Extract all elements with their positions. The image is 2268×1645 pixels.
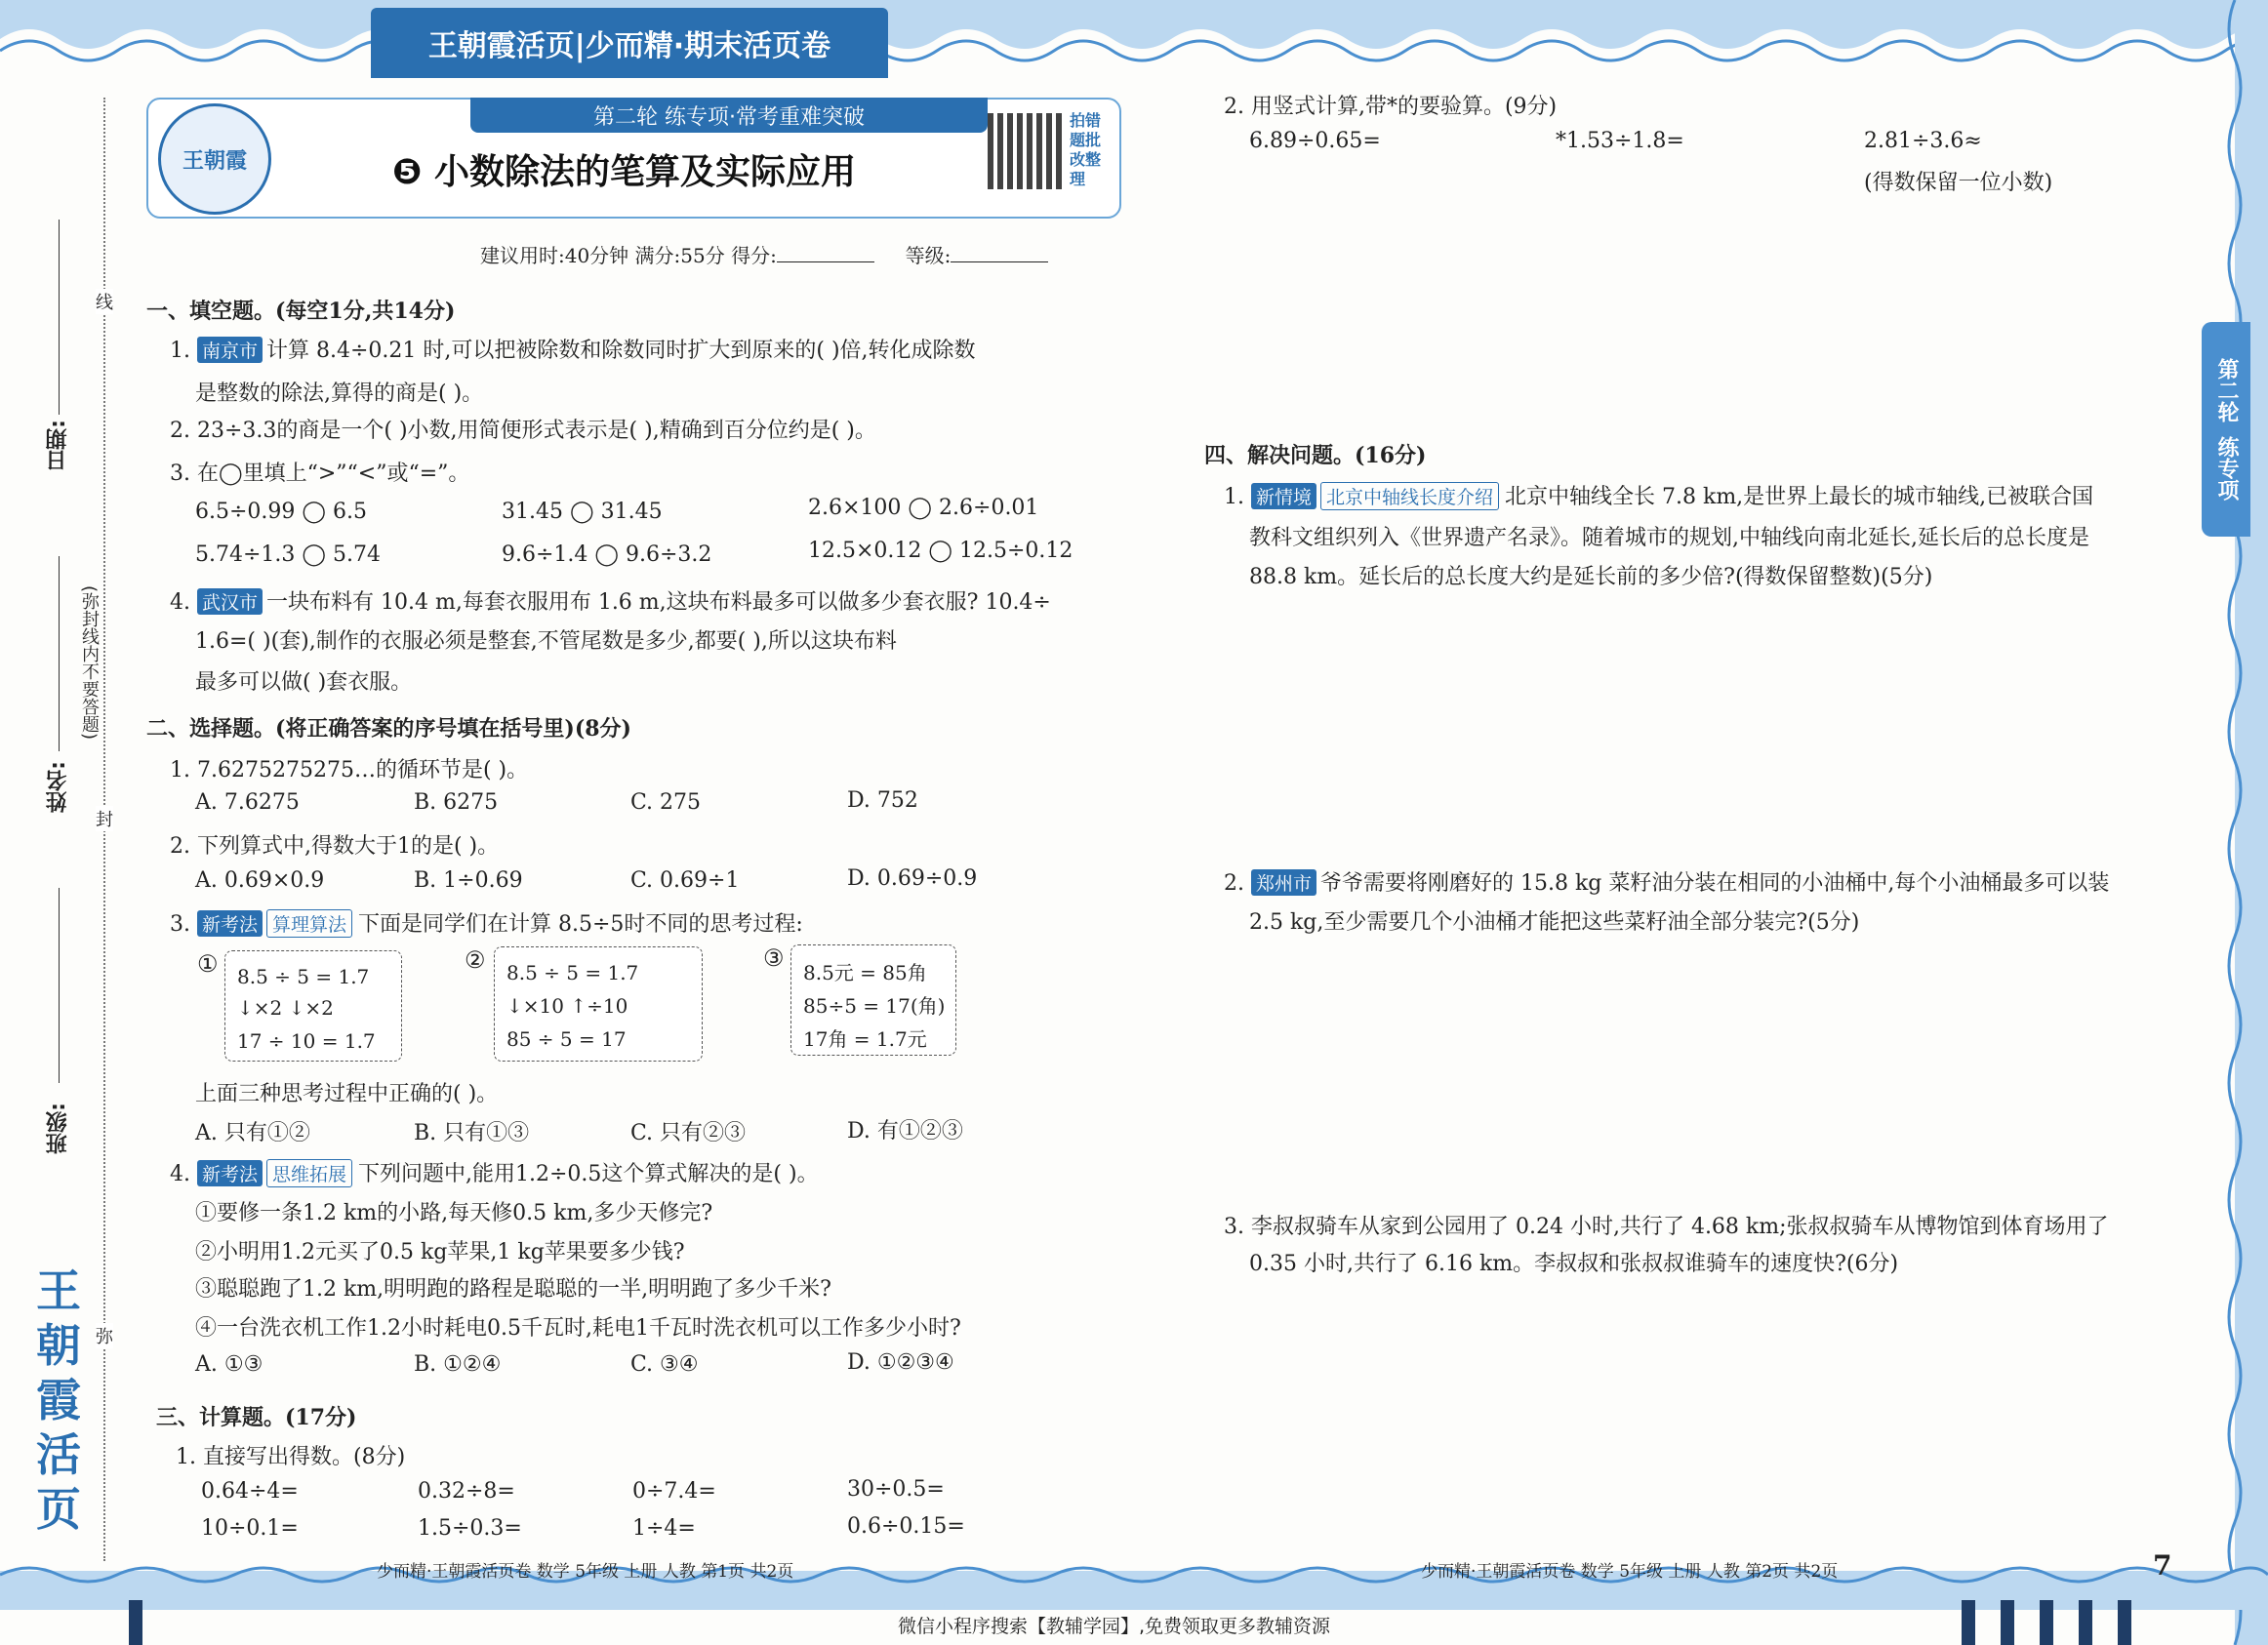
box2-row2: ↓×10 ↑÷10 [506,994,628,1018]
right-wave-border [2215,0,2268,1645]
s1-q3: 3. 在◯里填上“>”“<”或“=”。 [170,461,470,486]
s2-q2-opt-c[interactable]: C. 0.69÷1 [630,868,740,893]
s2-q4-item-4: ④一台洗衣机工作1.2小时耗电0.5千瓦时,耗电1千瓦时洗衣机可以工作多少小时? [195,1316,961,1341]
s2-q1-opt-a[interactable]: A. 7.6275 [195,790,300,815]
s3-q1: 1. 直接写出得数。(8分) [176,1445,406,1469]
side-tab [2202,322,2250,537]
side-tab-line2: 练专项 [2214,436,2239,501]
s4-q1-topic-tag: 北京中轴线长度介绍 [1320,482,1499,510]
s4-q2-region-tag: 郑州市 [1251,869,1316,896]
oral-calc-6: 1.5÷0.3= [418,1516,522,1541]
top-banner: 王朝霞活页|少而精·期末活页卷 [371,8,888,78]
section1-heading: 一、填空题。(每空1分,共14分) [146,299,456,324]
section4-heading: 四、解决问题。(16分) [1204,443,1427,468]
exam-meta-text: 建议用时:40分钟 满分:55分 得分: [480,244,777,267]
s4-q1-line2: 教科文组织列入《世界遗产名录》。随着城市的规划,中轴线向南北延长,延长后的总长度是 [1249,526,2089,550]
section3-heading: 三、计算题。(17分) [156,1405,357,1430]
compare-item-5: 9.6÷1.4 ◯ 9.6÷3.2 [502,542,712,567]
q1-region-tag: 南京市 [197,337,263,363]
oral-calc-1: 0.64÷4= [201,1479,299,1504]
box3-row2: 85÷5 = 17(角) [803,994,946,1018]
class-label: 班级: [46,1103,70,1154]
s2-q2-opt-a[interactable]: A. 0.69×0.9 [195,868,325,893]
footer-left: 少而精·王朝霞活页卷 数学 5年级 上册 人教 第1页 共2页 [377,1562,794,1582]
s2-q4-opt-d[interactable]: D. ①②③④ [847,1350,954,1375]
s2-q4-opt-a[interactable]: A. ①③ [195,1352,263,1377]
q3-new-method-tag: 新考法 [197,910,263,937]
round-banner: 第二轮 练专项·常考重难突破 [470,98,988,133]
s2-q2-opt-d[interactable]: D. 0.69÷0.9 [847,866,978,891]
header-card [146,98,1121,219]
vertical-calc-1: 6.89÷0.65= [1249,129,1381,153]
seal-mark-line: 线 [96,289,113,314]
crop-mark-left [129,1600,142,1645]
s2-q1: 1. 7.6275275275…的循环节是( )。 [170,758,529,782]
box3-row3: 17角 = 1.7元 [803,1027,927,1051]
box2-row1: 8.5 ÷ 5 = 1.7 [506,961,639,984]
grade-label: 等级: [905,244,952,267]
s1-q1-line2: 是整数的除法,算得的商是( )。 [195,381,484,406]
s2-q3-text: 下面是同学们在计算 8.5÷5时不同的思考过程: [358,912,803,937]
crop-mark-5 [2118,1600,2131,1645]
s2-q4-opt-c[interactable]: C. ③④ [630,1352,699,1377]
s4-q1-line3: 88.8 km。延长后的总长度大约是延长前的多少倍?(得数保留整数)(5分) [1249,565,1933,589]
qr-label: 拍错题批改整理 [1070,111,1102,188]
section2-heading: 二、选择题。(将正确答案的序号填在括号里)(8分) [146,716,631,742]
s2-q3-opt-d[interactable]: D. 有①②③ [847,1119,963,1143]
s3-q2: 2. 用竖式计算,带*的要验算。(9分) [1224,95,1558,119]
s2-q3-ask: 上面三种思考过程中正确的( )。 [195,1082,499,1106]
top-wave-border [0,0,2268,78]
s1-q4-text: 一块布料有 10.4 m,每套衣服用布 1.6 m,这块布料最多可以做多少套衣服? 10.4÷ [266,590,1051,615]
s2-q2: 2. 下列算式中,得数大于1的是( )。 [170,834,500,859]
q4-topic-tag: 思维拓展 [266,1159,352,1187]
score-blank[interactable] [777,261,874,262]
q3-topic-tag: 算理算法 [266,909,352,938]
s2-q2-opt-b[interactable]: B. 1÷0.69 [414,868,523,893]
s2-q4-line: 4. 新考法 思维拓展 下列问题中,能用1.2÷0.5这个算式解决的是( )。 [170,1157,819,1187]
vertical-calc-3: 2.81÷3.6≈ [1864,129,1982,153]
thinking-box-2 [494,946,703,1062]
vertical-calc-note: (得数保留一位小数) [1864,171,2053,195]
brand-logo: 王朝霞 [158,103,271,215]
s4-q1-text: 北京中轴线全长 7.8 km,是世界上最长的城市轴线,已被联合国 [1505,485,2094,509]
s1-q4-line3: 最多可以做( )套衣服。 [195,670,413,695]
q4-region-tag: 武汉市 [197,588,263,615]
box2-number: ② [465,946,486,974]
exam-meta [480,240,1048,268]
seal-mark-seal: 封 [96,806,113,831]
s1-q1-line1: 1. 南京市 计算 8.4÷0.21 时,可以把被除数和除数同时扩大到原来的( )倍,转化成除数 [170,339,976,363]
date-label: 日期: [46,420,70,471]
box2-row3: 85 ÷ 5 = 17 [506,1027,627,1051]
seal-note: (弥封线内不要答题) [79,585,100,741]
box1-row3: 17 ÷ 10 = 1.7 [237,1029,376,1053]
compare-item-2: 31.45 ◯ 31.45 [502,500,663,524]
qr-code-icon[interactable] [988,113,1064,189]
compare-item-3: 2.6×100 ◯ 2.6÷0.01 [808,496,1039,520]
s4-q2-answer-area[interactable] [1249,946,2167,1200]
class-field[interactable] [59,888,60,1083]
s4-q3-line1: 3. 李叔叔骑车从家到公园用了 0.24 小时,共行了 4.68 km;张叔叔骑车从博物馆到体育场用了 [1224,1215,2109,1239]
vertical-calc-2: *1.53÷1.8= [1556,129,1684,153]
s1-q4-line2: 1.6=( )(套),制作的衣服必须是整套,不管尾数是多少,都要( ),所以这块布料 [195,629,897,654]
s2-q1-opt-d[interactable]: D. 752 [847,788,918,813]
oral-calc-4: 30÷0.5= [847,1477,945,1502]
box3-number: ③ [763,944,785,972]
compare-item-1: 6.5÷0.99 ◯ 6.5 [195,500,367,524]
s4-q2-line2: 2.5 kg,至少需要几个小油桶才能把这些菜籽油全部分装完?(5分) [1249,910,1860,935]
oral-calc-5: 10÷0.1= [201,1516,299,1541]
oral-calc-7: 1÷4= [632,1516,696,1541]
date-field[interactable] [59,220,60,415]
s2-q3-opt-c[interactable]: C. 只有②③ [630,1121,747,1145]
s2-q1-opt-b[interactable]: B. 6275 [414,790,499,815]
seal-mark-mi: 弥 [96,1323,113,1348]
box1-row1: 8.5 ÷ 5 = 1.7 [237,965,370,988]
s1-q4-line1: 4. 武汉市 一块布料有 10.4 m,每套衣服用布 1.6 m,这块布料最多可以做多少套衣服? 10.4÷ [170,590,1051,615]
grade-blank[interactable] [951,261,1048,262]
name-field[interactable] [59,556,60,751]
s4-q1-scenario-tag: 新情境 [1251,483,1316,509]
compare-item-4: 5.74÷1.3 ◯ 5.74 [195,542,381,567]
name-label: 姓名: [46,761,70,813]
thinking-box-3 [790,944,956,1056]
page-number: 7 [2153,1549,2172,1582]
s4-q2-line1: 2. 郑州市 爷爷需要将刚磨好的 15.8 kg 菜籽油分装在相同的小油桶中,每个小油桶最多可以装 [1224,871,2110,896]
s2-q3-opt-a[interactable]: A. 只有①② [195,1121,310,1145]
vertical-brand: 王朝霞活页 [36,1264,81,1536]
page-title: ❺ 小数除法的笔算及实际应用 [392,152,857,192]
s2-q4-item-3: ③聪聪跑了1.2 km,明明跑的路程是聪聪的一半,明明跑了多少千米? [195,1277,831,1302]
s1-q2: 2. 23÷3.3的商是一个( )小数,用简便形式表示是( ),精确到百分位约是( )。 [170,419,876,443]
oral-calc-3: 0÷7.4= [632,1479,716,1504]
box1-number: ① [197,950,219,978]
thinking-box-1 [224,950,402,1062]
s1-q1-text: 计算 8.4÷0.21 时,可以把被除数和除数同时扩大到原来的( )倍,转化成除数 [266,339,976,363]
crop-mark-1 [1962,1600,1975,1645]
q4-new-method-tag: 新考法 [197,1160,263,1186]
s4-q3-line2: 0.35 小时,共行了 6.16 km。李叔叔和张叔叔谁骑车的速度快?(6分) [1249,1252,1899,1276]
s2-q4-item-2: ②小明用1.2元买了0.5 kg苹果,1 kg苹果要多少钱? [195,1240,685,1264]
s4-q1-line1: 1. 新情境 北京中轴线长度介绍 北京中轴线全长 7.8 km,是世界上最长的城市轴线,已被联合国 [1224,480,2093,510]
crop-mark-2 [2001,1600,2014,1645]
oral-calc-8: 0.6÷0.15= [847,1514,965,1539]
compare-item-6: 12.5×0.12 ◯ 12.5÷0.12 [808,539,1073,563]
s2-q3-line: 3. 新考法 算理算法 下面是同学们在计算 8.5÷5时不同的思考过程: [170,907,803,938]
side-tab-line1: 第二轮 [2214,358,2239,422]
s2-q3-opt-b[interactable]: B. 只有①③ [414,1121,530,1145]
s2-q4-opt-b[interactable]: B. ①②④ [414,1352,502,1377]
s2-q1-opt-c[interactable]: C. 275 [630,790,702,815]
s4-q2-text: 爷爷需要将刚磨好的 15.8 kg 菜籽油分装在相同的小油桶中,每个小油桶最多可以装 [1320,871,2110,896]
s2-q4-item-1: ①要修一条1.2 km的小路,每天修0.5 km,多少天修完? [195,1201,713,1225]
crop-mark-4 [2079,1600,2092,1645]
box1-row2: ↓×2 ↓×2 [237,996,334,1020]
s2-q4-text: 下列问题中,能用1.2÷0.5这个算式解决的是( )。 [358,1162,819,1186]
oral-calc-2: 0.32÷8= [418,1479,515,1504]
box3-row1: 8.5元 = 85角 [803,961,927,984]
s4-q1-answer-area[interactable] [1249,605,2167,839]
footer-right: 少而精·王朝霞活页卷 数学 5年级 上册 人教 第2页 共2页 [1421,1562,1839,1582]
s4-q3-answer-area[interactable] [1249,1288,2167,1532]
bottom-promo: 微信小程序搜索【教辅学园】,免费领取更多教辅资源 [898,1616,1331,1637]
crop-mark-3 [2040,1600,2053,1645]
